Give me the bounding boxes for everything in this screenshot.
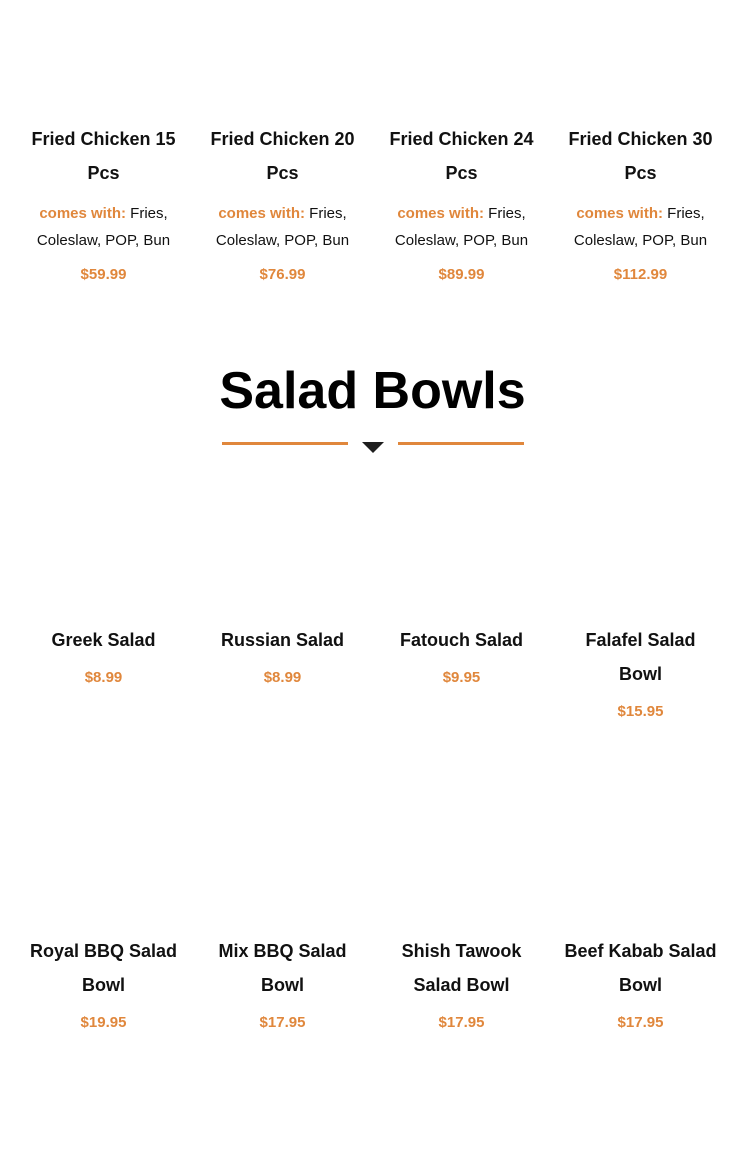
menu-item-name[interactable]: Greek Salad xyxy=(51,630,156,650)
menu-item-name[interactable]: Falafel Salad Bowl xyxy=(585,630,696,684)
menu-item-price: $17.95 xyxy=(259,1014,306,1031)
includes-value: Fries, Coleslaw, POP, Bun xyxy=(215,205,350,249)
menu-item-card[interactable] xyxy=(193,623,372,720)
menu-item-name[interactable]: Fatouch Salad xyxy=(399,630,524,650)
menu-item-card[interactable] xyxy=(14,934,193,1031)
includes-label: comes with: xyxy=(39,205,126,222)
divider-line-right xyxy=(398,442,524,445)
menu-item-name[interactable]: Fried Chicken 20 Pcs xyxy=(210,129,355,183)
menu-item-price: $19.95 xyxy=(80,1014,127,1031)
menu-item-card[interactable] xyxy=(193,934,372,1031)
fried-chicken-row xyxy=(14,122,730,283)
menu-item-name[interactable]: Fried Chicken 30 Pcs xyxy=(568,129,713,183)
includes-label: comes with: xyxy=(397,205,484,222)
includes-label: comes with: xyxy=(576,205,663,222)
menu-item-price: $9.95 xyxy=(442,669,481,686)
menu-item-name[interactable]: Fried Chicken 24 Pcs xyxy=(389,129,534,183)
divider-line-left xyxy=(222,442,348,445)
menu-item-name[interactable]: Beef Kabab Salad Bowl xyxy=(564,941,717,995)
menu-item-card[interactable] xyxy=(372,623,551,720)
menu-item-name[interactable]: Royal BBQ Salad Bowl xyxy=(29,941,178,995)
menu-item-includes xyxy=(14,200,193,254)
menu-item-price: $76.99 xyxy=(259,266,306,283)
menu-item-card[interactable] xyxy=(372,934,551,1031)
section-title: Salad Bowls xyxy=(219,362,526,420)
menu-item-card[interactable] xyxy=(193,122,372,283)
menu-item-price: $15.95 xyxy=(617,703,664,720)
menu-item-price: $8.99 xyxy=(263,669,302,686)
salad-row-1 xyxy=(14,623,730,720)
menu-item-card[interactable] xyxy=(551,934,730,1031)
menu-item-name[interactable]: Russian Salad xyxy=(220,630,345,650)
menu-item-card[interactable] xyxy=(14,623,193,720)
menu-item-price: $112.99 xyxy=(613,266,668,283)
menu-item-card[interactable] xyxy=(551,122,730,283)
menu-item-includes xyxy=(193,200,372,254)
menu-item-includes xyxy=(551,200,730,254)
menu-item-price: $89.99 xyxy=(438,266,485,283)
menu-item-price: $17.95 xyxy=(617,1014,664,1031)
includes-value: Fries, Coleslaw, POP, Bun xyxy=(36,205,171,249)
menu-item-price: $8.99 xyxy=(84,669,123,686)
menu-item-card[interactable] xyxy=(372,122,551,283)
menu-item-card[interactable] xyxy=(14,122,193,283)
includes-label: comes with: xyxy=(218,205,305,222)
section-divider xyxy=(222,438,524,456)
menu-item-includes xyxy=(372,200,551,254)
menu-item-name[interactable]: Shish Tawook Salad Bowl xyxy=(401,941,522,995)
salad-row-2 xyxy=(14,934,730,1031)
menu-item-card[interactable] xyxy=(551,623,730,720)
menu-item-name[interactable]: Mix BBQ Salad Bowl xyxy=(218,941,347,995)
menu-item-price: $17.95 xyxy=(438,1014,485,1031)
menu-item-name[interactable]: Fried Chicken 15 Pcs xyxy=(31,129,176,183)
includes-value: Fries, Coleslaw, POP, Bun xyxy=(394,205,529,249)
includes-value: Fries, Coleslaw, POP, Bun xyxy=(573,205,708,249)
triangle-down-icon xyxy=(362,442,384,453)
menu-item-price: $59.99 xyxy=(80,266,127,283)
